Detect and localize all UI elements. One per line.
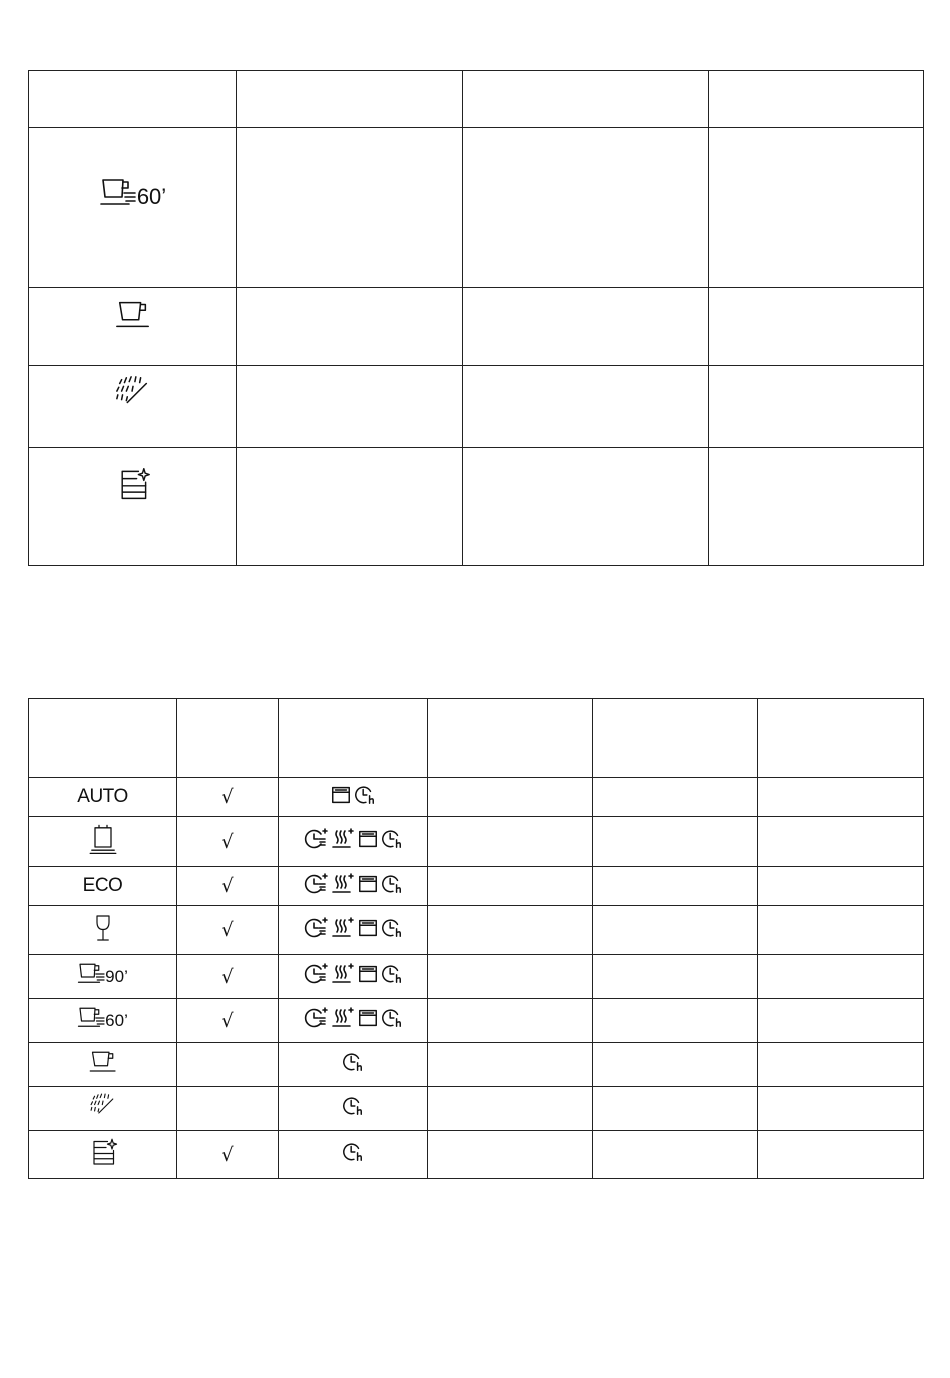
table-cell [758, 867, 924, 906]
table-header-row [29, 699, 924, 778]
table-cell [593, 955, 758, 999]
program-options-table [28, 698, 924, 1179]
tray-icon [357, 917, 379, 939]
table-cell [593, 778, 758, 817]
table-row [29, 1043, 924, 1087]
program-eco-label: ECO [82, 875, 123, 896]
header-cell [463, 71, 709, 128]
table-cell [758, 778, 924, 817]
rinse-spray-icon [89, 1092, 117, 1120]
check-cell [177, 955, 279, 999]
table-cell [237, 288, 463, 366]
program-cell [29, 906, 177, 955]
pot-icon [87, 822, 119, 856]
check-cell [177, 1087, 279, 1131]
table-cell [758, 817, 924, 867]
table-cell [463, 366, 709, 448]
check-cell [177, 906, 279, 955]
options-cell [279, 906, 428, 955]
table-cell [593, 1131, 758, 1179]
program-cell [29, 288, 237, 366]
table-cell [758, 955, 924, 999]
program-cell [29, 778, 177, 817]
table-cell [709, 288, 924, 366]
table-cell [593, 999, 758, 1043]
tray-icon [357, 873, 379, 895]
options-cell [279, 817, 428, 867]
timer-icon [381, 963, 403, 985]
table-cell [428, 1043, 593, 1087]
timer-icon [342, 1095, 364, 1117]
table-row [29, 448, 924, 566]
header-cell [758, 699, 924, 778]
intensive-60-icon [99, 176, 166, 210]
table-cell [463, 288, 709, 366]
check-mark: √ [221, 1009, 234, 1032]
timer-icon [342, 1141, 364, 1163]
header-cell [29, 699, 177, 778]
table-cell [593, 817, 758, 867]
options-cell [279, 1131, 428, 1179]
table-row [29, 906, 924, 955]
machine-care-icon [115, 466, 151, 502]
options-cell [279, 867, 428, 906]
program-cell [29, 1131, 177, 1179]
table-cell [758, 1131, 924, 1179]
check-mark: √ [221, 786, 234, 808]
check-mark: √ [221, 965, 234, 988]
options-cell [279, 999, 428, 1043]
header-cell [29, 71, 237, 128]
table-cell [428, 1087, 593, 1131]
timer-icon [381, 873, 403, 895]
steam-plus-icon [331, 872, 355, 896]
table-cell [428, 955, 593, 999]
options-cell [279, 955, 428, 999]
program-minutes: 90’ [105, 967, 128, 986]
glass-icon [88, 911, 118, 945]
tray-icon [357, 1007, 379, 1029]
table-cell [593, 867, 758, 906]
tray-icon [357, 963, 379, 985]
table-cell [758, 999, 924, 1043]
timer-plus-icon [303, 962, 329, 986]
steam-plus-icon [331, 916, 355, 940]
table-cell [428, 999, 593, 1043]
program-cell [29, 999, 177, 1043]
timer-icon [381, 1007, 403, 1029]
table-row [29, 955, 924, 999]
table-cell [709, 448, 924, 566]
table-row [29, 778, 924, 817]
table-cell [428, 1131, 593, 1179]
options-cell [279, 1087, 428, 1131]
header-cell [593, 699, 758, 778]
table-row [29, 288, 924, 366]
table-cell [428, 817, 593, 867]
machine-care-icon [88, 1137, 118, 1167]
timer-plus-icon [303, 827, 329, 851]
program-minutes: 60’ [105, 1011, 128, 1030]
options-cell [279, 778, 428, 817]
table-cell [709, 366, 924, 448]
program-cell [29, 366, 237, 448]
table-cell [428, 867, 593, 906]
header-cell [709, 71, 924, 128]
check-mark: √ [221, 875, 234, 897]
table-row [29, 817, 924, 867]
steam-plus-icon [331, 1006, 355, 1030]
table-row [29, 1131, 924, 1179]
program-cell [29, 1087, 177, 1131]
check-cell [177, 817, 279, 867]
cup-icon [114, 296, 152, 334]
timer-plus-icon [303, 916, 329, 940]
intensive-60-icon [77, 1005, 128, 1031]
steam-plus-icon [331, 827, 355, 851]
table-cell [237, 128, 463, 288]
rinse-spray-icon [114, 374, 152, 412]
timer-icon [342, 1051, 364, 1073]
timer-icon [354, 784, 376, 806]
table-cell [428, 906, 593, 955]
table-cell [593, 1043, 758, 1087]
program-cell [29, 867, 177, 906]
cup-icon [88, 1048, 118, 1076]
table-cell [463, 448, 709, 566]
check-cell [177, 1043, 279, 1087]
table-cell [593, 1087, 758, 1131]
timer-icon [381, 917, 403, 939]
program-description-table [28, 70, 924, 566]
table-row [29, 1087, 924, 1131]
table-header-row [29, 71, 924, 128]
program-cell [29, 1043, 177, 1087]
table-cell [758, 906, 924, 955]
tray-icon [357, 828, 379, 850]
table-cell [237, 448, 463, 566]
header-cell [428, 699, 593, 778]
table-cell [758, 1087, 924, 1131]
table-cell [237, 366, 463, 448]
table-row [29, 999, 924, 1043]
timer-plus-icon [303, 1006, 329, 1030]
check-mark: √ [221, 1143, 234, 1166]
check-cell [177, 999, 279, 1043]
table-cell [593, 906, 758, 955]
program-auto-label: AUTO [77, 786, 128, 807]
intensive-90-icon [77, 961, 128, 987]
program-cell [29, 448, 237, 566]
check-mark: √ [221, 919, 234, 941]
table-row [29, 128, 924, 288]
table-cell [463, 128, 709, 288]
table-cell [709, 128, 924, 288]
header-cell [279, 699, 428, 778]
table-cell [428, 778, 593, 817]
timer-icon [381, 828, 403, 850]
program-cell [29, 128, 237, 288]
program-cell [29, 817, 177, 867]
header-cell [237, 71, 463, 128]
timer-plus-icon [303, 872, 329, 896]
check-cell [177, 867, 279, 906]
steam-plus-icon [331, 962, 355, 986]
table-row [29, 867, 924, 906]
program-cell [29, 955, 177, 999]
table-row [29, 366, 924, 448]
check-cell [177, 1131, 279, 1179]
tray-icon [330, 784, 352, 806]
program-minutes: 60’ [136, 184, 167, 209]
options-cell [279, 1043, 428, 1087]
table-cell [758, 1043, 924, 1087]
check-mark: √ [221, 830, 234, 853]
check-cell [177, 778, 279, 817]
header-cell [177, 699, 279, 778]
